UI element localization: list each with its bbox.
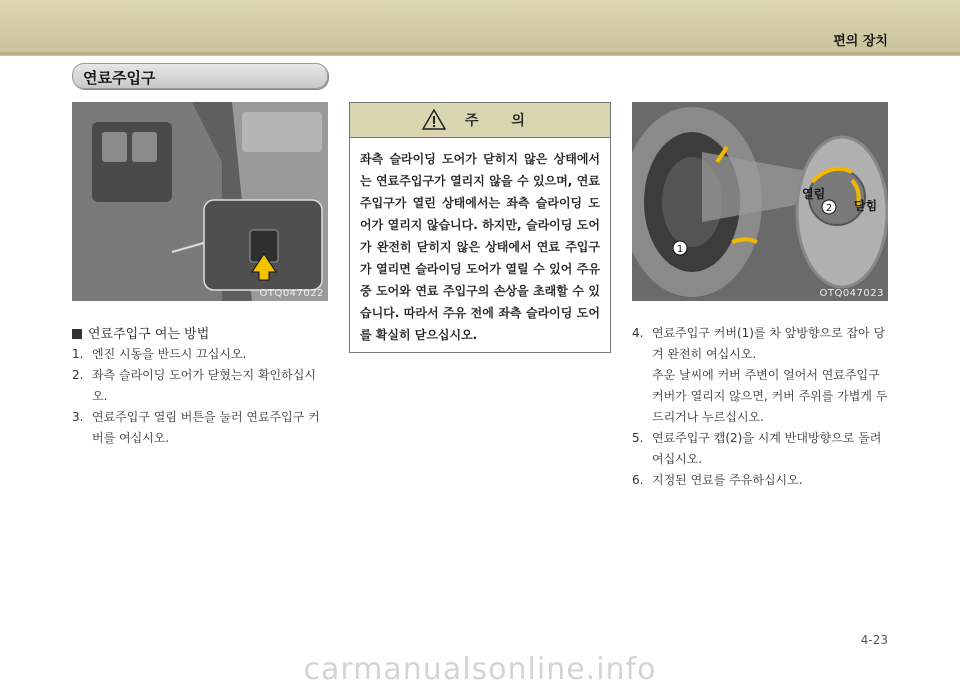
step-text: 연료주입구 커버(1)를 차 앞방향으로 잡아 당겨 완전히 여십시오. [652, 326, 886, 361]
photo-code: OTQ047023 [819, 288, 884, 299]
step-text: 엔진 시동을 반드시 끄십시오. [92, 347, 247, 361]
marker-1: 1 [676, 244, 684, 255]
fuel-door-illustration [632, 102, 888, 301]
warning-triangle-icon [422, 109, 446, 130]
list-item [72, 344, 328, 365]
how-to-open-heading [72, 323, 209, 342]
bullet-square-icon [72, 329, 82, 339]
list-item [632, 365, 888, 428]
list-item [632, 323, 888, 365]
caution-text: 좌측 슬라이딩 도어가 닫히지 않은 상태에서는 연료주입구가 열리지 않을 수 있으며, 연료주입구가 열린 상태에서는 좌측 슬라이딩 도어가 열리지 않습니다. 하지만, 슬라이딩 도어가 완전히 닫히지 않은 상태에서 연료 주입구가 열리면 슬라이딩 도어가 열릴 수 있어 주유 중 도어와 연료 주입구의 손상을 초래할 수 있습니다. 따라서 주유 전에 좌측 슬라이딩 도어를 확실히 닫으십시오. [360, 152, 600, 342]
page-title: 연료주입구 [83, 69, 156, 87]
step-number: 3. [72, 410, 84, 424]
list-item [72, 365, 328, 407]
caution-box [349, 102, 611, 353]
section-title: 편의 장치 [833, 34, 888, 49]
how-to-open-steps [72, 344, 328, 449]
step-number: 6. [632, 473, 644, 487]
marker-2: 2 [825, 203, 833, 214]
refuel-steps [632, 323, 888, 491]
header-bar [0, 0, 960, 56]
photo-code: OTQ047022 [259, 288, 324, 299]
step-number: 1. [72, 347, 84, 361]
step-text: 연료주입구 열림 버튼을 눌러 연료주입구 커버를 여십시오. [92, 410, 320, 445]
step-number: 2. [72, 368, 84, 382]
label-close: 닫힘 [854, 199, 878, 213]
label-open: 열림 [802, 187, 826, 201]
step-number: 5. [632, 431, 644, 445]
caution-title: 주 의 [465, 113, 539, 129]
list-item [632, 470, 888, 491]
caution-header [350, 103, 610, 138]
photo-fuel-door [632, 102, 888, 301]
how-to-open-heading-text: 연료주입구 여는 방법 [88, 327, 210, 342]
photo-door-switch [72, 102, 328, 301]
watermark: carmanualsonline.info [303, 652, 657, 687]
page-number: 4-23 [860, 633, 888, 647]
step-text: 추운 날씨에 커버 주변이 얼어서 연료주입구 커버가 열리지 않으면, 커버 주위를 가볍게 두드리거나 누르십시오. [652, 368, 888, 424]
step-text: 좌측 슬라이딩 도어가 닫혔는지 확인하십시오. [92, 368, 316, 403]
title-pill [72, 63, 328, 89]
step-number: 4. [632, 326, 644, 340]
list-item [632, 428, 888, 470]
header-divider [0, 52, 960, 55]
step-text: 연료주입구 캡(2)을 시계 반대방향으로 돌려 여십시오. [652, 431, 882, 466]
door-switch-illustration [72, 102, 328, 301]
step-text: 지정된 연료를 주유하십시오. [652, 473, 803, 487]
list-item [72, 407, 328, 449]
